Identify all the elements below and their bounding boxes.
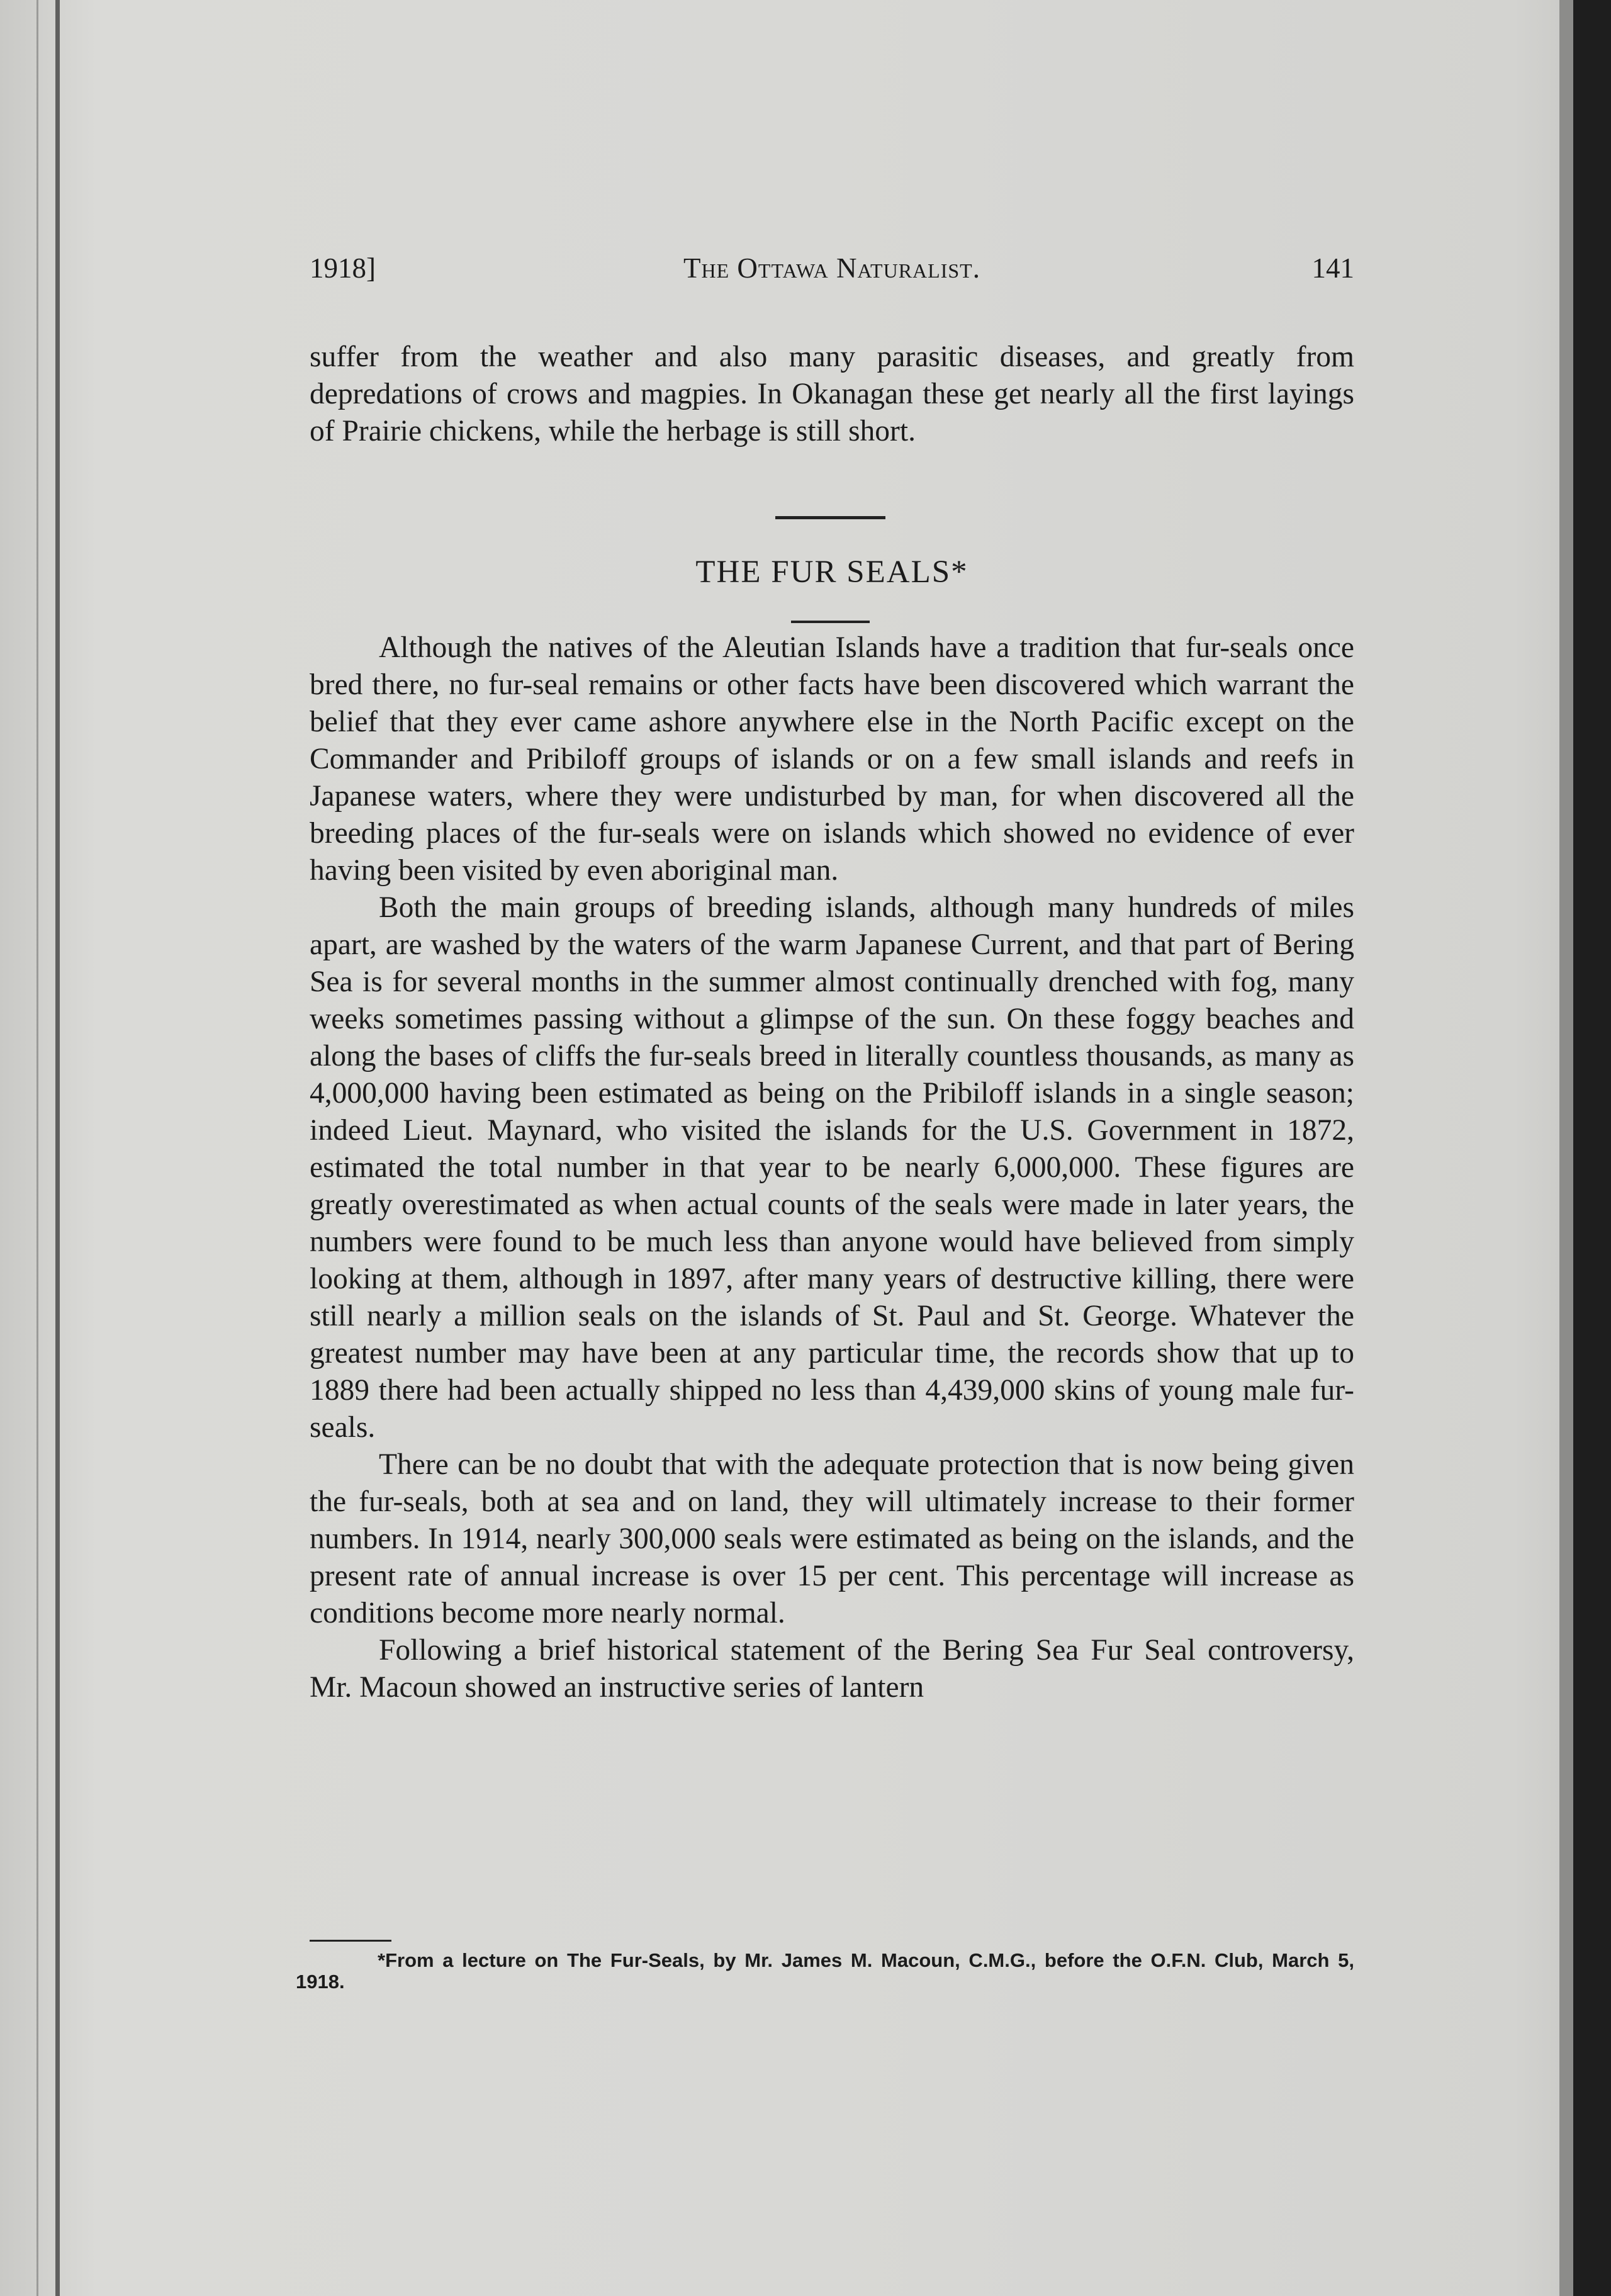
scan-border [1573,0,1611,2296]
binding-shadow [36,0,38,2296]
running-head [310,252,1354,296]
binding-edge [55,0,60,2296]
section-divider-rule [775,516,885,519]
article-title: THE FUR SEALS* [695,554,968,590]
footnote-rule [310,1940,391,1942]
continued-paragraph-block [310,339,1354,450]
article-paragraph: Following a brief historical statement of the Bering Sea Fur Seal controversy, Mr. Macoun showed an instructive series of lantern [310,1634,1354,1704]
footnote [296,1950,1354,1993]
article-paragraph: There can be no doubt that with the adequate protection that is now being given the fur-seals, both at sea and on land, they will ultimately increase to their former numbers. In 1914, nearly 300,000 seals were estimated as being on the islands, and the present rate of annual increase is over 15 per cent. This percentage will increase as conditions become more nearly normal. [310,1448,1354,1629]
running-head-journal-title: The Ottawa Naturalist. [683,252,980,284]
continued-paragraph: suffer from the weather and also many parasitic diseases, and greatly from depredations of crows and magpies. In Okanagan these get nearly all the first layings of Prairie chickens, while the herbage is still short. [310,340,1354,447]
footnote-text: *From a lecture on The Fur-Seals, by Mr. James M. Macoun, C.M.G., before the O.F.N. Club, March 5, 1918. [296,1949,1354,1993]
title-underline-rule [791,621,870,623]
page-edge-shadow [1559,0,1573,2296]
running-head-year: 1918] [310,252,376,284]
page-number: 141 [1311,252,1354,284]
article-paragraph: Both the main groups of breeding islands, although many hundreds of miles apart, are washed by the waters of the warm Japanese Current, and that part of Bering Sea is for several months in the summer almost continually drenched with fog, many weeks sometimes passing without a glimpse of the sun. On these foggy beaches and along the bases of cliffs the fur-seals breed in literally countless thousands, as many as 4,000,000 having been estimated as being on the Pribiloff islands in a single season; indeed Lieut. Maynard, who visited the islands for the U.S. Government in 1872, estimated the total number in that year to be nearly 6,000,000. These figures are greatly overestimated as when actual counts of the seals were made in later years, the numbers were found to be much less than anyone would have believed from simply looking at them, although in 1897, after many years of destructive killing, there were still nearly a million seals on the islands of St. Paul and St. George. Whatever the greatest number may have been at any particular time, the records show that up to 1889 there had been actually shipped no less than 4,439,000 skins of young male fur-seals. [310,891,1354,1444]
article-body [310,629,1354,1706]
article-paragraph: Although the natives of the Aleutian Islands have a tradition that fur-seals once bred there, no fur-seal remains or other facts have been discovered which warrant the belief that they ever came ashore anywhere else in the North Pacific except on the Commander and Pribiloff groups of islands or on a few small islands and reefs in Japanese waters, where they were undisturbed by man, for when discovered all the breeding places of the fur-seals were on islands which showed no evidence of ever having been visited by even aboriginal man. [310,631,1354,887]
